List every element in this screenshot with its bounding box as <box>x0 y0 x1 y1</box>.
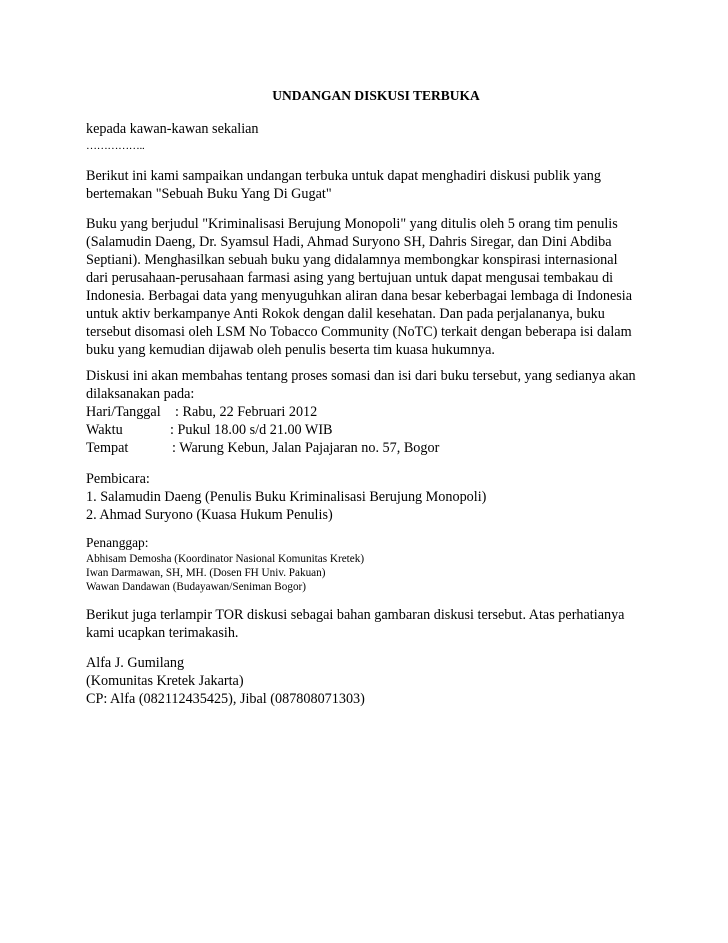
body-line: dari perusahaan-perusahaan farmasi asing yang bertujuan untuk dapat mengusai tembakau di <box>86 270 614 286</box>
body-line: buku yang kemudian dijawab oleh penulis beserta tim kuasa hukumnya. <box>86 342 495 358</box>
greeting: kepada kawan-kawan sekalian <box>86 121 259 137</box>
body-line: Septiani). Menghasilkan sebuah buku yang didalamnya membongkar konspirasi internasional <box>86 252 618 268</box>
schedule-value-place: : Warung Kebun, Jalan Pajajaran no. 57, Bogor <box>172 440 440 456</box>
signature-organization: (Komunitas Kretek Jakarta) <box>86 673 244 689</box>
speaker-item: 2. Ahmad Suryono (Kuasa Hukum Penulis) <box>86 507 333 523</box>
greeting-dots: …………….. <box>86 140 145 152</box>
schedule-label-time: Waktu <box>86 422 123 438</box>
schedule-label-day: Hari/Tanggal <box>86 404 161 420</box>
schedule-intro-line: Diskusi ini akan membahas tentang proses somasi dan isi dari buku tersebut, yang sedianya akan <box>86 368 636 384</box>
respondents-heading: Penanggap: <box>86 535 149 550</box>
body-line: untuk aktiv berkampanye Anti Rokok dengan dalil kesehatan. Dan pada perjalananya, buku <box>86 306 605 322</box>
intro-line: Berikut ini kami sampaikan undangan terbuka untuk dapat menghadiri diskusi publik yang <box>86 168 601 184</box>
signature-contact: CP: Alfa (082112435425), Jibal (087808071303) <box>86 691 365 707</box>
respondent-item: Iwan Darmawan, SH, MH. (Dosen FH Univ. Pakuan) <box>86 567 326 579</box>
schedule-intro-line: dilaksanakan pada: <box>86 386 195 402</box>
signature-name: Alfa J. Gumilang <box>86 655 185 671</box>
speaker-item: 1. Salamudin Daeng (Penulis Buku Kriminalisasi Berujung Monopoli) <box>86 489 487 505</box>
closing-line: Berikut juga terlampir TOR diskusi sebagai bahan gambaran diskusi tersebut. Atas perhatianya <box>86 607 625 623</box>
respondent-item: Abhisam Demosha (Koordinator Nasional Komunitas Kretek) <box>86 553 365 565</box>
closing-line: kami ucapkan terimakasih. <box>86 625 239 641</box>
body-line: tersebut disomasi oleh LSM No Tobacco Community (NoTC) terkait dengan beberapa isi dalam <box>86 324 632 340</box>
body-line: Buku yang berjudul "Kriminalisasi Berujung Monopoli" yang ditulis oleh 5 orang tim penulis <box>86 216 618 232</box>
speakers-heading: Pembicara: <box>86 471 150 487</box>
schedule-value-day: : Rabu, 22 Februari 2012 <box>175 404 318 420</box>
body-line: (Salamudin Daeng, Dr. Syamsul Hadi, Ahmad Suryono SH, Dahris Siregar, dan Dini Abdiba <box>86 234 612 250</box>
schedule-label-place: Tempat <box>86 440 129 456</box>
schedule-value-time: : Pukul 18.00 s/d 21.00 WIB <box>170 422 333 438</box>
document-title: UNDANGAN DISKUSI TERBUKA <box>272 88 480 103</box>
respondent-item: Wawan Dandawan (Budayawan/Seniman Bogor) <box>86 581 306 593</box>
intro-line: bertemakan "Sebuah Buku Yang Di Gugat" <box>86 186 332 202</box>
body-line: Indonesia. Berbagai data yang menyuguhkan aliran dana besar keberbagai lembaga di Indonesia <box>86 288 633 304</box>
